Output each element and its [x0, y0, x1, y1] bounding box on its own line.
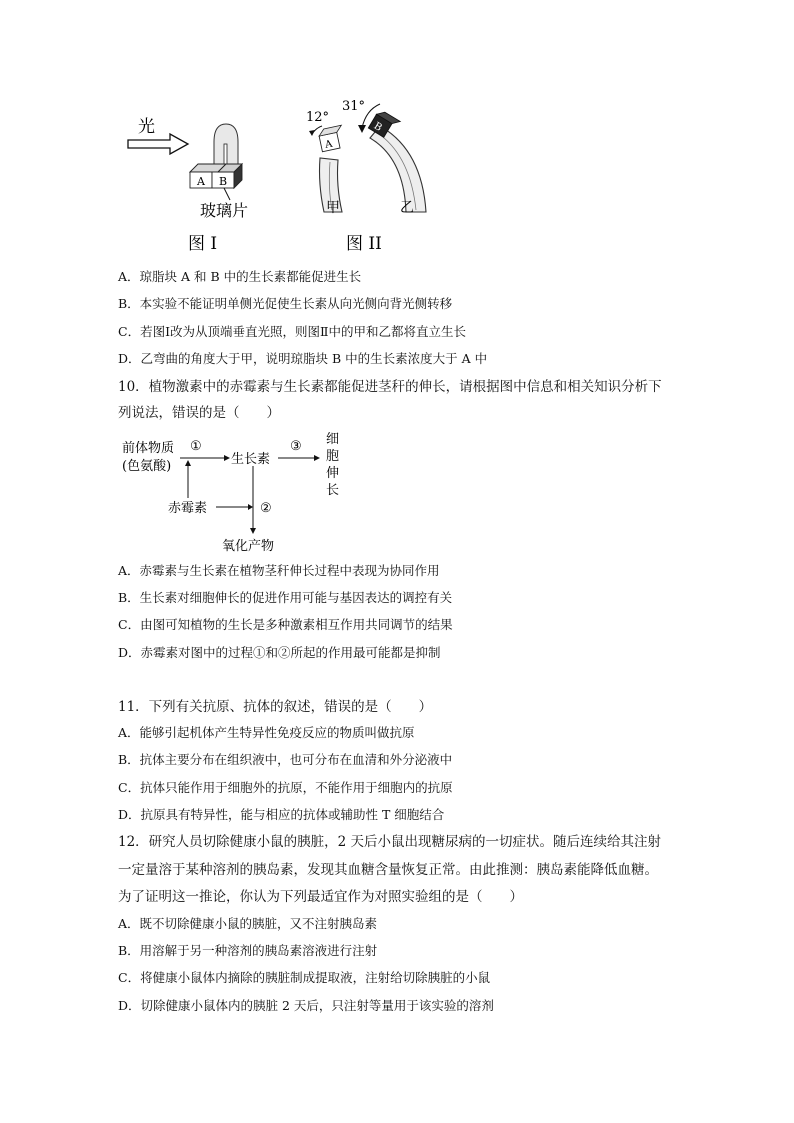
auxin-label: 生长素: [231, 452, 271, 467]
block-a-label: A: [197, 175, 205, 188]
q12-stem-line3: 为了证明这一推论，你认为下列最适宜作为对照实验组的是（ ）: [118, 889, 523, 905]
elongation-char-1: 细: [326, 432, 340, 447]
oxidation-product-label: 氧化产物: [222, 539, 275, 554]
svg-text:B: B: [371, 120, 384, 134]
q12-stem-line2: 一定量溶于某种溶剂的胰岛素，发现其血糖含量恢复正常。由此推测：胰岛素能降低血糖。: [118, 862, 658, 878]
q9-option-c: C．若图Ⅰ改为从顶端垂直光照，则图Ⅱ中的甲和乙都将直立生长: [118, 324, 466, 339]
elongation-char-4: 长: [326, 483, 340, 498]
arrow-to-elongation-icon: [314, 455, 320, 461]
q11-option-d: D．抗原具有特异性，能与相应的抗体或辅助性 T 细胞结合: [118, 807, 445, 822]
q11-option-b: B．抗体主要分布在组织液中，也可分布在血清和外分泌液中: [118, 752, 453, 767]
q10-option-d: D．赤霉素对图中的过程①和②所起的作用最可能都是抑制: [118, 645, 441, 660]
label-jia: 甲: [326, 200, 340, 216]
arrow-to-auxin-icon: [224, 455, 230, 461]
elongation-char-3: 伸: [326, 466, 340, 481]
svg-text:A: A: [324, 138, 334, 151]
q12-stem-line1: 12．研究人员切除健康小鼠的胰脏，2 天后小鼠出现糖尿病的一切症状。随后连续给其注射: [118, 834, 662, 850]
q12-option-a: A．既不切除健康小鼠的胰脏，又不注射胰岛素: [118, 916, 378, 931]
step1-label: ①: [190, 439, 202, 454]
q9-option-d: D．乙弯曲的角度大于甲，说明琼脂块 B 中的生长素浓度大于 A 中: [118, 351, 488, 366]
q11-option-a: A．能够引起机体产生特异性免疫反应的物质叫做抗原: [118, 725, 415, 740]
label-yi: 乙: [400, 200, 414, 216]
block-a-on-jia: [318, 125, 346, 152]
q10-option-c: C．由图可知植物的生长是多种激素相互作用共同调节的结果: [118, 617, 453, 632]
precursor-label: 前体物质: [122, 441, 175, 456]
seedling-yi: [370, 126, 426, 212]
angle-a-label: 12°: [306, 110, 330, 125]
light-label: 光: [138, 117, 155, 137]
step2-label: ②: [260, 501, 272, 516]
q9-option-a: A．琼脂块 A 和 B 中的生长素都能促进生长: [118, 269, 362, 284]
q9-option-b: B．本实验不能证明单侧光促使生长素从向光侧向背光侧转移: [118, 296, 453, 311]
q12-option-d: D．切除健康小鼠体内的胰脏 2 天后，只注射等量用于该实验的溶剂: [118, 998, 494, 1013]
glass-label: 玻璃片: [200, 201, 249, 220]
block-b-label: B: [219, 175, 228, 188]
hormone-diagram: [118, 428, 358, 556]
figure-1-2: [118, 88, 448, 258]
tryptophan-label: (色氨酸): [122, 459, 172, 474]
caption-figure-1: 图 I: [188, 234, 218, 254]
q10-option-a: A．赤霉素与生长素在植物茎秆伸长过程中表现为协同作用: [118, 563, 440, 578]
q10-option-b: B．生长素对细胞伸长的促进作用可能与基因表达的调控有关: [118, 590, 453, 605]
q11-option-c: C．抗体只能作用于细胞外的抗原，不能作用于细胞内的抗原: [118, 780, 453, 795]
q12-option-c: C．将健康小鼠体内摘除的胰脏制成提取液，注射给切除胰脏的小鼠: [118, 970, 491, 985]
caption-figure-2: 图 II: [346, 234, 382, 254]
q12-option-b: B．用溶解于另一种溶剂的胰岛素溶液进行注射: [118, 943, 378, 958]
arrow-to-oxidation-icon: [250, 528, 256, 534]
elongation-char-2: 胞: [326, 449, 340, 464]
q10-stem-line1: 10．植物激素中的赤霉素与生长素都能促进茎秆的伸长，请根据图中信息和相关知识分析下: [118, 379, 662, 395]
step3-label: ③: [290, 439, 302, 454]
arrow-gibberellin-up-icon: [185, 460, 191, 466]
q10-stem-line2: 列说法，错误的是（ ）: [118, 405, 280, 421]
gibberellin-label: 赤霉素: [168, 501, 208, 516]
q11-stem: 11．下列有关抗原、抗体的叙述，错误的是（ ）: [118, 699, 433, 715]
angle-b-label: 31°: [342, 99, 366, 114]
light-arrow-icon: [128, 134, 188, 154]
